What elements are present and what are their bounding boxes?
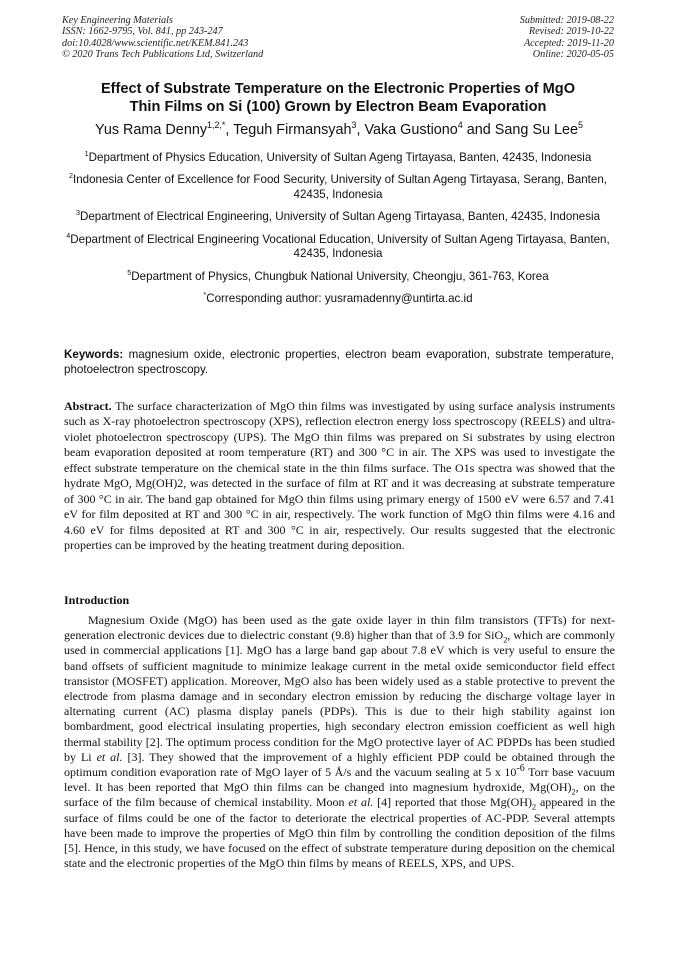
affiliation-mark: *: [203, 290, 207, 300]
accepted-date: Accepted: 2019-11-20: [523, 37, 614, 49]
intro-text: , which are commonly used in commercial applications [1]. MgO has a large band gap about 7.8 eV which is very useful to ensure the band offsets of sufficient magnitude to minimize leakage current in the metal oxide semiconductor field effect transistor (MOSFET) application. Moreover, MgO also has been widely used as a stable protective to prevent the electrode from plasma damage and in secondary electron emission by reducing the discharge voltage layer in alternating current (AC) plasma display panels (PDPs). This is due to their high stability against ion bombardment, good electrical insulating properties, high secondary electron emission coefficient as well high thermal stability [2]. The optimum process condition for the MgO protective layer of AC PDPDs has been studied by Li: [64, 628, 615, 764]
affiliation-mark: 1: [84, 149, 89, 159]
section-heading-introduction: Introduction: [64, 593, 130, 607]
intro-italic: et al.: [348, 795, 374, 810]
author-separator: and: [462, 122, 495, 138]
title-line-1: Effect of Substrate Temperature on the Electronic Properties of MgO: [100, 81, 576, 97]
author-separator: ,: [356, 122, 365, 138]
submitted-date: Submitted: 2019-08-22: [519, 15, 614, 26]
affiliation-item: [62, 210, 614, 225]
paper-title: [62, 80, 614, 116]
affiliation-text: Department of Physics, Chungbuk National University, Cheongju, 361-763, Korea: [131, 269, 549, 283]
affiliation-text: Department of Electrical Engineering Vocational Education, University of Sultan Ageng Tirtayasa, Banten, 42435, Indonesia: [70, 232, 610, 261]
author-affiliation-mark: 4: [457, 120, 463, 131]
author-list: [40, 121, 638, 139]
keywords-text: magnesium oxide, electronic properties, electron beam evaporation, substrate temperature, photoelectron spectroscopy.: [64, 348, 614, 376]
title-line-2: Thin Films on Si (100) Grown by Electron Beam Evaporation: [129, 99, 547, 115]
corresponding-author-email[interactable]: Corresponding author: yusramadenny@untirta.ac.id: [206, 292, 473, 306]
intro-text: Magnesium Oxide (MgO) has been used as the gate oxide layer in thin film transistors (TFTs) for next-generation electronic devices due to dielectric constant (9.8) higher than that of 3.9 for SiO: [64, 613, 615, 643]
journal-header-left: [62, 15, 263, 61]
online-date: Online: 2020-05-05: [532, 49, 614, 61]
affiliation-item: [62, 173, 614, 202]
intro-subscript: 2: [503, 635, 508, 645]
journal-issn: ISSN: 1662-9795, Vol. 841, pp 243-247: [62, 26, 223, 38]
affiliation-item: [62, 230, 614, 262]
intro-text: appeared in the surface of films could be one of the factor to deteriorate the electrical properties of AC-PDP. Several attempts have been made to improve the properties of MgO thin film by controlling the condition deposition of the films [5]. Hence, in this study, we have focused on the effect of substrate temperature during deposition on the chemical state and the electronic properties of the MgO thin films by means of REELS, XPS, and UPS.: [64, 795, 616, 871]
journal-doi[interactable]: doi:10.4028/www.scientific.net/KEM.841.243: [62, 37, 249, 49]
author-name: Yus Rama Denny: [95, 122, 208, 138]
journal-name: Key Engineering Materials: [62, 15, 173, 26]
affiliation-mark: 5: [127, 267, 132, 277]
intro-subscript: 2: [532, 802, 537, 812]
intro-subscript: 2: [571, 787, 576, 797]
intro-text: , on the surface of the film because of chemical instability. Moon: [64, 780, 615, 810]
affiliation-mark: 3: [75, 208, 80, 218]
intro-text: [4] reported that those Mg(OH): [373, 795, 532, 810]
author-affiliation-mark: 5: [577, 120, 583, 131]
affiliation-list: [62, 151, 614, 315]
author-separator: ,: [225, 122, 234, 138]
journal-header-right: [520, 15, 614, 61]
intro-italic: et al.: [96, 749, 123, 764]
journal-copyright: © 2020 Trans Tech Publications Ltd, Switzerland: [62, 49, 264, 61]
revised-date: Revised: 2019-10-22: [528, 26, 614, 38]
affiliation-mark: 4: [66, 230, 71, 240]
abstract-section: [64, 399, 615, 554]
affiliation-text: Department of Physics Education, University of Sultan Ageng Tirtayasa, Banten, 42435, Indonesia: [88, 151, 592, 164]
author-name: Vaka Gustiono: [364, 122, 458, 138]
author-name: Sang Su Lee: [494, 122, 578, 138]
abstract-text: The surface characterization of MgO thin films was investigated by using surface analysis instruments such as X-ray photoelectron spectroscopy (XPS), reflection electron energy loss spectroscopy (REELS) and ultra-violet photoelectron spectroscopy (UPS). The MgO thin films was prepared on Si substrates by using electron beam evaporation deposited at room temperature (RT) and 300 °C in air. The XPS was used to investigate the effect substrate temperature on the chemical state in the thin films surface. The O1s spectra was showed that the hydrate MgO, Mg(OH)2, was detected in the surface of film at RT and it was decreasing at substrate temperature of 300 °C in air. The band gap obtained for MgO thin films using primary energy of 1500 eV were 6.57 and 7.41 eV for film deposited at RT and 300 °C in air, respectively. The work function of MgO thin films were 4.16 and 4.60 eV for films deposited at RT and 300 °C in air, respectively. Our results suggested that the electronic properties can be improved by the heating treatment during deposition.: [64, 399, 615, 553]
affiliation-mark: 2: [68, 171, 73, 181]
intro-superscript: -6: [516, 763, 525, 775]
affiliation-text: Indonesia Center of Excellence for Food Security, University of Sultan Ageng Tirtayasa, Serang, Banten, 42435, Indonesia: [72, 173, 608, 201]
affiliation-item: [62, 267, 614, 285]
keywords-section: [64, 348, 614, 377]
affiliation-text: Department of Electrical Engineering, University of Sultan Ageng Tirtayasa, Banten, 42435, Indonesia: [79, 210, 601, 224]
author-name: Teguh Firmansyah: [233, 122, 352, 138]
author-affiliation-mark: 3: [351, 120, 357, 131]
author-affiliation-mark: 1,2,*: [207, 120, 226, 131]
abstract-label: Abstract.: [64, 399, 112, 413]
intro-text: Torr base vacuum level. It has been reported that MgO thin films can be changed into magnesium hydroxide, Mg(OH): [64, 765, 615, 795]
intro-text: [3]. They showed that the improvement of a highly efficient PDP could be obtained through the optimum condition evaporation rate of MgO layer of 5 Å/s and the vacuum sealing at 5 x 10: [64, 749, 616, 780]
keywords-label: Keywords:: [64, 348, 124, 361]
affiliation-item: [62, 151, 614, 166]
introduction-paragraph: [64, 613, 615, 871]
corresponding-author: [62, 292, 614, 307]
